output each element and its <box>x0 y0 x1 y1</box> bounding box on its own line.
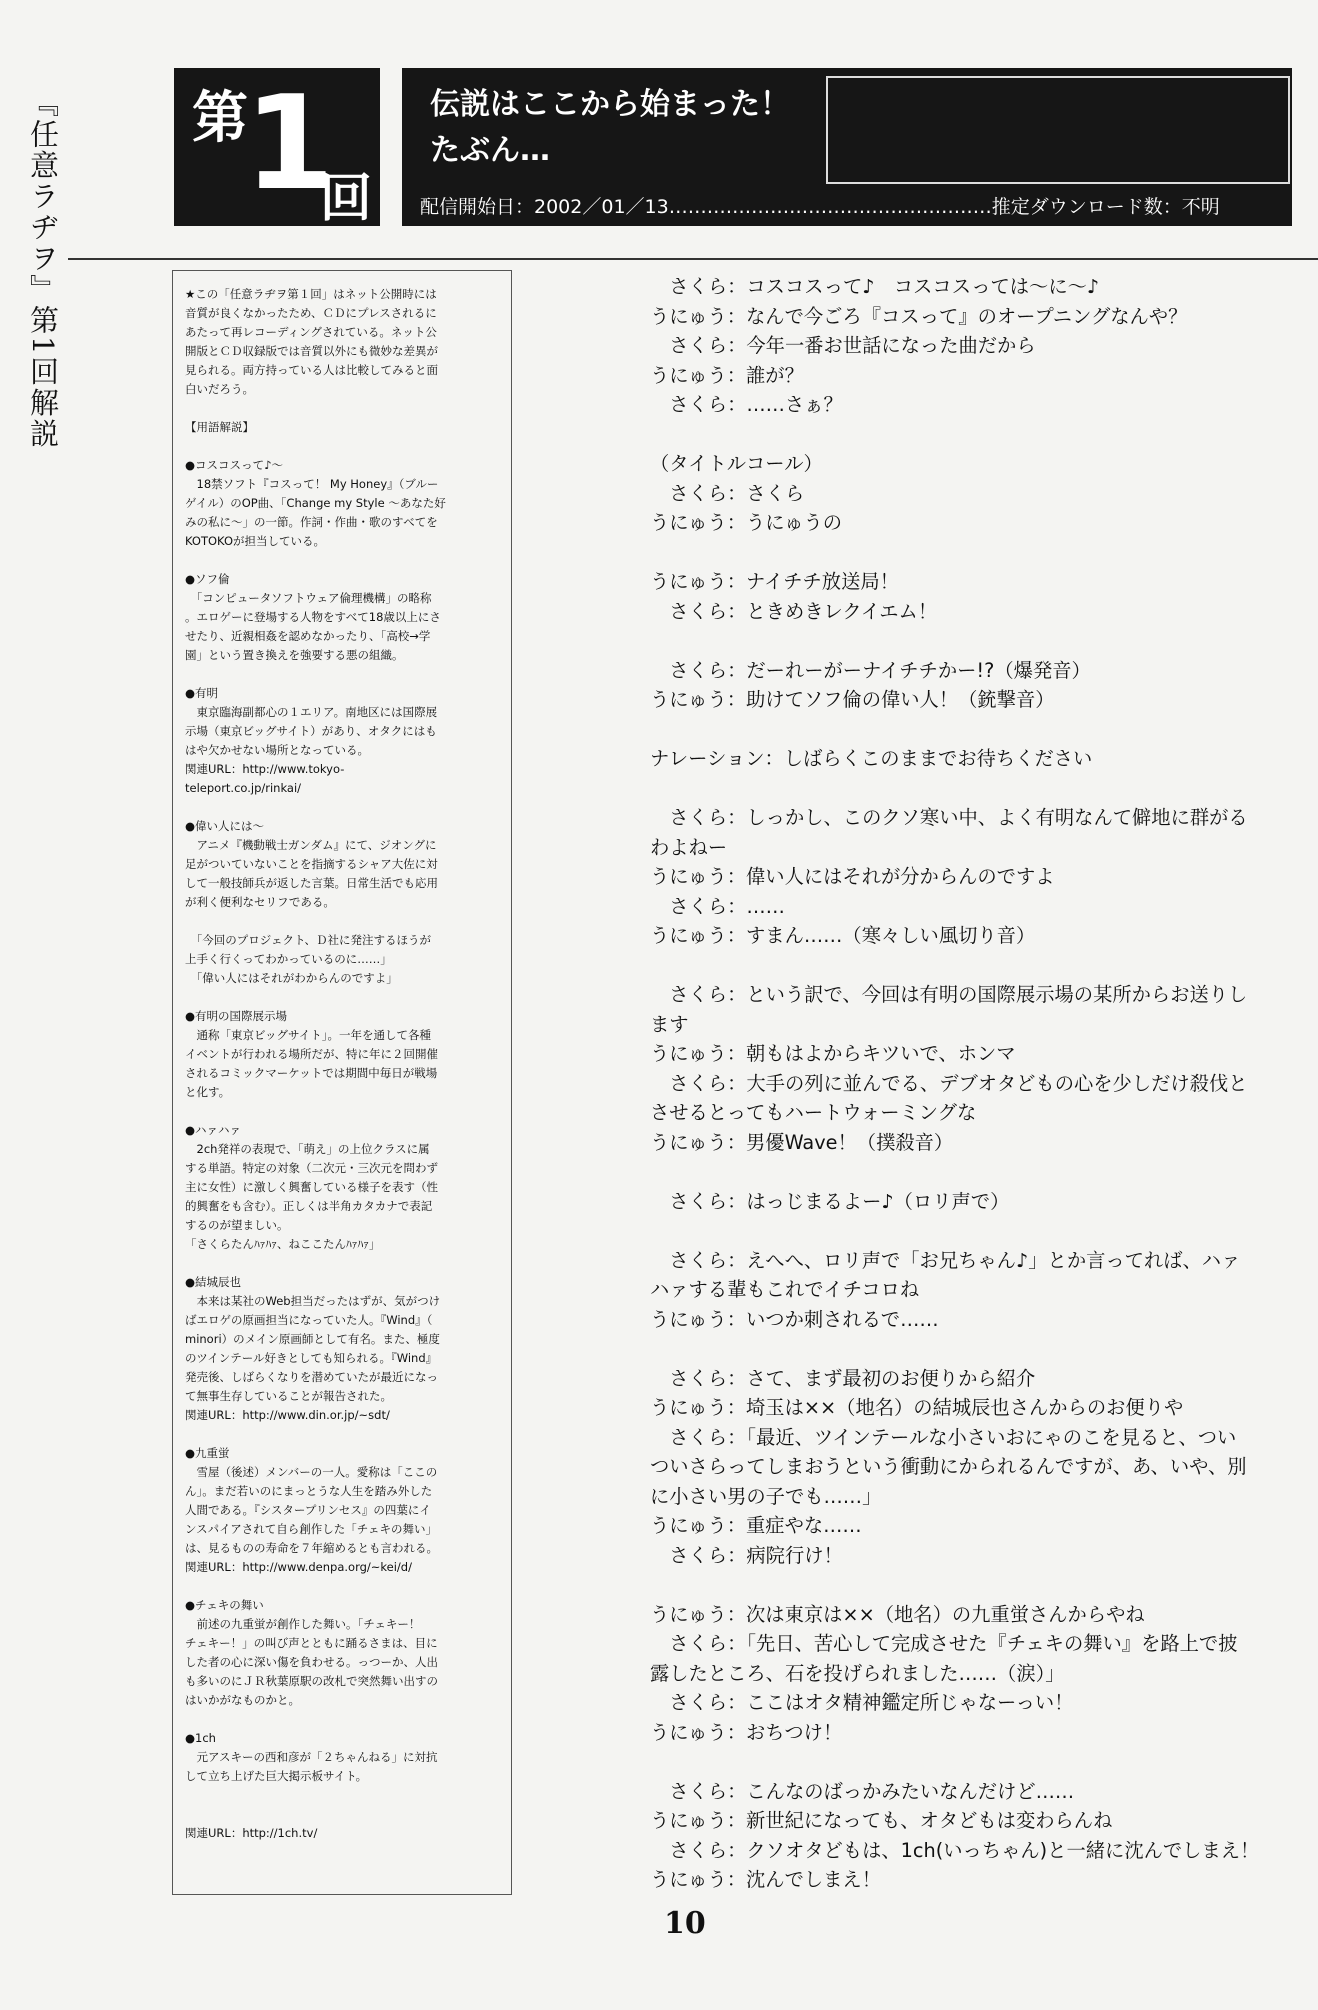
notes-spacer <box>185 665 501 684</box>
notes-line: はや欠かせない場所となっている。 <box>185 743 369 757</box>
notes-line: ん」。まだ若いのにまっとうな人生を踏み外した <box>185 1484 433 1498</box>
notes-line: ●ソフ倫 <box>185 572 230 586</box>
notes-line: 関連URL：http://www.din.or.jp/~sdt/ <box>185 1408 390 1422</box>
notes-line: て無事生存していることが報告された。 <box>185 1389 392 1403</box>
script-line: さくら：…… <box>650 894 785 918</box>
script-line: さくら：ときめきレクイエム！ <box>650 599 938 623</box>
script-line: さくら：クソオタどもは、1ch(いっちゃん)と一緒に沈んでしまえ！ <box>650 1838 1260 1862</box>
script-line: さくら：ここはオタ精神鑑定所じゃなーっい！ <box>650 1691 1074 1714</box>
script-line: うにゅう：男優Wave！（撲殺音） <box>650 1130 954 1154</box>
script-line: さくら：さて、まず最初のお便りから紹介 <box>650 1366 1036 1390</box>
notes-spacer <box>185 1786 501 1805</box>
notes-line: 園」という置き換えを強要する悪の組織。 <box>185 648 404 662</box>
notes-line: 東京臨海副都心の１エリア。南地区には国際展 <box>185 705 438 719</box>
script-line: うにゅう：次は東京は××（地名）の九重蛍さんからやね <box>650 1602 1145 1626</box>
notes-line: 雪屋（後述）メンバーの一人。愛称は「ここの <box>185 1465 438 1479</box>
notes-line: のツインテール好きとしても知られる。『Wind』 <box>185 1351 438 1365</box>
notes-line: 元アスキーの西和彦が「２ちゃんねる」に対抗 <box>185 1750 438 1764</box>
script-line: うにゅう：うにゅうの <box>650 511 843 534</box>
notes-line: 本来は某社のWeb担当だったはずが、気がつけ <box>185 1294 441 1308</box>
notes-spacer <box>185 1102 501 1121</box>
notes-line: ●有明 <box>185 686 219 700</box>
notes-spacer <box>185 551 501 570</box>
notes-line: 関連URL：http://1ch.tv/ <box>185 1826 318 1840</box>
notes-line: ●コスコスって♪～ <box>185 458 283 472</box>
script-line: さくら：だーれーがーナイチチかー!?（爆発音） <box>650 658 1091 682</box>
notes-line: minori）のメイン原画師として有名。また、極度 <box>185 1332 440 1346</box>
script-line: うにゅう：いつか刺されるで…… <box>650 1307 939 1331</box>
notes-line: ●ハァハァ <box>185 1123 242 1137</box>
notes-line: するのが望ましい。 <box>185 1218 289 1232</box>
script-line: うにゅう：すまん……（寒々しい風切り音） <box>650 924 1036 947</box>
notes-line: 音質が良くなかったため、ＣＤにプレスされるに <box>185 306 437 320</box>
script-line: さくら：という訳で、今回は有明の国際展示場の某所からお送りし <box>650 983 1248 1006</box>
notes-line: 「さくらたんﾊｧﾊｧ、ねここたんﾊｧﾊｧ」 <box>185 1237 381 1251</box>
episode-badge <box>174 67 380 229</box>
script-line: わよねー <box>650 835 728 859</box>
script-line: さくら：病院行け！ <box>650 1543 843 1567</box>
script-line: さくら：今年一番お世話になった曲だから <box>650 334 1036 357</box>
notes-spacer <box>185 1805 501 1824</box>
notes-spacer <box>185 1710 501 1729</box>
notes-line: と化す。 <box>185 1085 231 1099</box>
notes-spacer <box>185 1425 501 1444</box>
script-line: さくら：はっじまるよー♪（ロリ声で） <box>650 1189 1010 1213</box>
notes-line: 18禁ソフト『コスって！ My Honey』（ブルー <box>185 477 439 491</box>
script-line: ついさらってしまおうという衝動にかられるんですが、あ、いや、別 <box>650 1455 1247 1478</box>
script-line: うにゅう：なんで今ごろ『コスって』のオープニングなんや？ <box>650 304 1188 328</box>
script-line: （タイトルコール） <box>650 452 823 475</box>
notes-line: する単語。特定の対象（二次元・三次元を問わず <box>185 1161 438 1175</box>
script-line: させるとってもハートウォーミングな <box>650 1101 977 1124</box>
script-line: ハァする輩もこれでイチコロね <box>650 1278 920 1301</box>
notes-line: 。エロゲーに登場する人物をすべて18歳以上にさ <box>185 610 441 624</box>
notes-line: 発売後、しばらくなりを潜めていたが最近になっ <box>185 1370 438 1384</box>
notes-line: ●有明の国際展示場 <box>185 1009 288 1023</box>
episode-prefix: 第 <box>192 85 248 151</box>
episode-info-line: 配信開始日：2002／01／13……………………………………………推定ダウンロード数：不明 <box>420 196 1220 218</box>
notes-line: KOTOKOが担当している。 <box>185 534 326 548</box>
notes-line: 示場（東京ビッグサイト）があり、オタクにはも <box>185 724 437 738</box>
episode-title-line-2: たぶん… <box>430 133 550 168</box>
notes-spacer <box>185 1254 501 1273</box>
script-line: ナレーション：しばらくこのままでお待ちください <box>650 747 1093 770</box>
script-line: に小さい男の子でも……」 <box>650 1484 882 1508</box>
script-line: さくら：こんなのばっかみたいなんだけど…… <box>650 1779 1075 1803</box>
notes-line: 前述の九重蛍が創作した舞い。「チェキー！ <box>185 1617 421 1631</box>
script-line: うにゅう：朝もはよからキツいで、ホンマ <box>650 1042 1016 1065</box>
notes-line: も多いのにＪＲ秋葉原駅の改札で突然舞い出すの <box>185 1674 438 1688</box>
radio-script <box>650 272 1296 1895</box>
script-line: うにゅう：誰が？ <box>650 363 804 387</box>
notes-line: ンスパイアされて自ら創作した「チェキの舞い」 <box>185 1522 437 1536</box>
notes-line: せたり、近親相姦を認めなかったり、「高校→学 <box>185 629 431 643</box>
script-line: うにゅう：新世紀になっても、オタどもは変わらんね <box>650 1809 1113 1832</box>
script-line: さくら：大手の列に並んでる、デブオタどもの心を少しだけ殺伐と <box>650 1071 1248 1095</box>
script-spacer <box>650 774 1296 804</box>
notes-spacer <box>185 988 501 1007</box>
notes-line: 人間である。『シスタープリンセス』の四葉にイ <box>185 1503 431 1517</box>
notes-line: 関連URL：http://www.tokyo- <box>185 762 345 776</box>
script-line: さくら：コスコスって♪ コスコスっては～に～♪ <box>650 275 1100 298</box>
script-line: さくら：さくら <box>650 481 805 505</box>
notes-line: ●チェキの舞い <box>185 1598 264 1612</box>
script-spacer <box>650 715 1296 745</box>
notes-line: 通称「東京ビッグサイト」。一年を通して各種 <box>185 1028 431 1042</box>
notes-line: 「コンピュータソフトウェア倫理機構」の略称 <box>185 591 432 605</box>
script-line: うにゅう：偉い人にはそれが分からんのですよ <box>650 865 1055 888</box>
notes-line: は、見るものの寿命を７年縮めるとも言われる。 <box>185 1541 438 1555</box>
script-line: さくら：「最近、ツインテールな小さいおにゃのこを見ると、つい <box>650 1425 1237 1449</box>
script-spacer <box>650 420 1296 450</box>
notes-line: ゲイル）のOP曲、「Change my Style ～あなた好 <box>185 496 446 510</box>
notes-line: して一般技師兵が返した言葉。日常生活でも応用 <box>185 876 438 890</box>
notes-line: 主に女性）に激しく興奮している様子を表す（性 <box>185 1180 438 1194</box>
notes-line: チェキー！」の叫び声とともに踊るさまは、目に <box>185 1636 438 1650</box>
episode-suffix: 回 <box>320 168 373 229</box>
script-line: さくら：「先日、苦心して完成させた『チェキの舞い』を路上で披 <box>650 1632 1238 1655</box>
notes-line: 足がついていないことを指摘するシャア大佐に対 <box>185 857 438 871</box>
notes-line: 「今回のプロジェクト、Ｄ社に発注するほうが <box>185 933 431 947</box>
notes-line: teleport.co.jp/rinkai/ <box>185 781 302 795</box>
episode-title <box>430 82 790 174</box>
notes-line: 関連URL：http://www.denpa.org/~kei/d/ <box>185 1560 412 1574</box>
notes-line: 【用語解説】 <box>185 420 254 434</box>
notes-line: されるコミックマーケットでは期間中毎日が戦場 <box>185 1066 438 1080</box>
notes-line: ●1ch <box>185 1731 216 1745</box>
script-line: うにゅう：助けてソフ倫の偉い人！（銃撃音） <box>650 688 1055 711</box>
script-line: うにゅう：おちつけ！ <box>650 1720 843 1744</box>
notes-line: ●偉い人には～ <box>185 819 265 833</box>
script-spacer <box>650 1157 1296 1187</box>
script-spacer <box>650 626 1296 656</box>
script-spacer <box>650 951 1296 981</box>
notes-spacer <box>185 437 501 456</box>
notes-line: が利く便利なセリフである。 <box>185 895 335 909</box>
notes-line: みの私に～」の一節。作詞・作曲・歌のすべてを <box>185 515 438 529</box>
episode-title-line-1: 伝説はここから始まった！ <box>430 87 790 122</box>
notes-spacer <box>185 1577 501 1596</box>
notes-line: はいかがなものかと。 <box>185 1693 300 1707</box>
script-line: 露したところ、石を投げられました……（涙）」 <box>650 1661 1065 1685</box>
notes-line: ★この「任意ラヂヲ第１回」はネット公開時には <box>185 287 437 301</box>
script-line: ます <box>650 1012 689 1036</box>
script-line: さくら：しっかし、このクソ寒い中、よく有明なんて僻地に群がる <box>650 806 1248 829</box>
episode-header <box>402 68 1292 226</box>
script-line: うにゅう：重症やな…… <box>650 1514 862 1537</box>
notes-line: 開版とＣＤ収録版では音質以外にも微妙な差異が <box>185 344 438 358</box>
script-spacer <box>650 1334 1296 1364</box>
notes-line: 見られる。両方持っている人は比較してみると面 <box>185 363 438 377</box>
notes-line: して立ち上げた巨大掲示板サイト。 <box>185 1769 368 1783</box>
script-line: うにゅう：埼玉は××（地名）の結城辰也さんからのお便りや <box>650 1396 1184 1419</box>
notes-line: ●九重蛍 <box>185 1446 230 1460</box>
notes-spacer <box>185 912 501 931</box>
script-spacer <box>650 538 1296 568</box>
script-line: うにゅう：沈んでしまえ！ <box>650 1868 881 1891</box>
notes-line: イベントが行われる場所だが、特に年に２回開催 <box>185 1047 438 1061</box>
script-spacer <box>650 1747 1296 1777</box>
notes-line: 2ch発祥の表現で、「萌え」の上位クラスに属 <box>185 1142 430 1156</box>
notes-line: 上手く行くってわかっているのに……」 <box>185 952 392 966</box>
side-running-title: 『任意ラヂヲ』第1回解説 <box>26 88 60 450</box>
script-line: さくら：えへへ、ロリ声で「お兄ちゃん♪」とか言ってれば、ハァ <box>650 1248 1241 1272</box>
notes-line: 「偉い人にはそれがわからんのですよ」 <box>185 971 398 985</box>
header-empty-frame <box>826 76 1290 184</box>
notes-line: ●結城辰也 <box>185 1275 242 1289</box>
glossary-notes-box <box>172 270 512 1895</box>
notes-line: 的興奮をも含む）。正しくは半角カタカナで表記 <box>185 1199 433 1213</box>
script-spacer <box>650 1216 1296 1246</box>
notes-line: した者の心に深い傷を負わせる。っつーか、人出 <box>185 1655 438 1669</box>
script-spacer <box>650 1570 1296 1600</box>
notes-spacer <box>185 798 501 817</box>
script-line: さくら：……さぁ？ <box>650 393 843 416</box>
notes-line: アニメ『機動戦士ガンダム』にて、ジオングに <box>185 838 437 852</box>
script-line: うにゅう：ナイチチ放送局！ <box>650 570 899 593</box>
notes-line: あたって再レコーディングされている。ネット公 <box>185 325 437 339</box>
notes-line: 白いだろう。 <box>185 382 254 396</box>
episode-number: 1 <box>244 67 329 219</box>
notes-spacer <box>185 399 501 418</box>
page-number: 10 <box>664 1906 706 1941</box>
header-divider-rule <box>68 258 1318 260</box>
notes-line: ばエロゲの原画担当になっていた人。『Wind』（ <box>185 1313 433 1327</box>
